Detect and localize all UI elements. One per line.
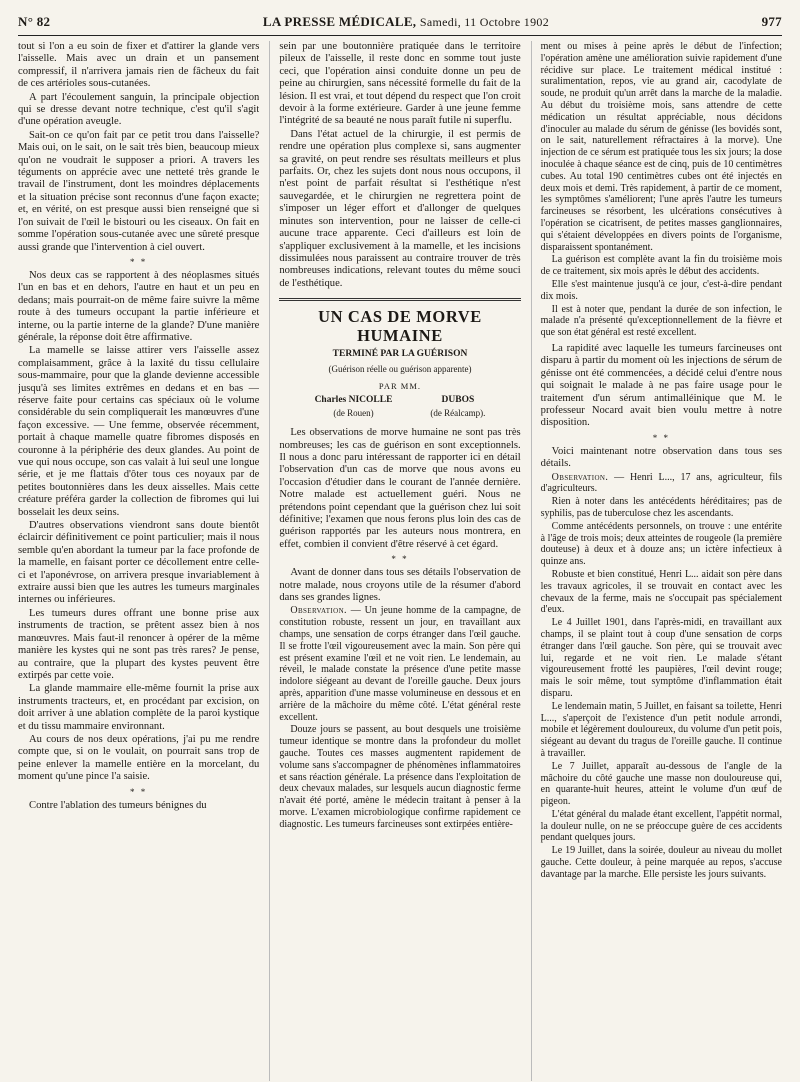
page-header — [18, 14, 782, 30]
page-number: 977 — [761, 14, 782, 29]
column-3 — [531, 41, 782, 1081]
paragraph: Rien à noter dans les antécédents héréditaires; pas de syphilis, pas de tuberculose chez les ascendants. — [540, 496, 782, 519]
observation-text: — Un jeune homme de la campagne, de constitution robuste, ressent un jour, en travaillant aux champs, une sensation de corps étranger dans l'œil gauche. Il se frotte l'œil vigoureusement avec la main. Son père qui est présent examine l'œil et ne voit rien. Le lendemain, au réveil, le malade constate la présence d'une petite masse indolore siégeant au devant de l'oreille gauche. Deux jours après, apparition d'une masse volumineuse en dessous et en arrière de la mâchoire du même côté. L'état général reste excellent. — [279, 605, 521, 723]
paragraph: Dans l'état actuel de la chirurgie, il est permis de rendre une opération plus complexe si, sans augmenter sa gravité, on peut rendre ses résultats meilleurs et plus parfaits. Or, chez les sujets dont nous nous occupons, il n'est point de parfait résultat si l'esthétique n'est sauvegardée, et le chirurgien ne regrettera point de s'imposer un léger effort et d'allonger de quelques minutes son intervention, pour ne laisser de celle-ci aucune trace apparente. Ceci d'ailleurs est loin de s'appliquer exclusivement à la mamelle, et les incisions dissimulées nous paraissent au contraire trouver de très nombreuses indications, relevant toutes du même souci de l'esthétique. — [279, 128, 521, 289]
paragraph: Le 4 Juillet 1901, dans l'après-midi, en travaillant aux champs, il se plaint tout à coup d'une sensation de corps étranger dans l'œil gauche. Son père, qui se trouvait avec lui, regarde et ne voit rien. Le malade s'étant vigoureusement frotté les paupières, l'œil devint rouge; mais le soir même, tout symptôme d'inflammation était disparu. — [540, 617, 782, 699]
article-rule — [279, 298, 520, 301]
author-location: (de Rouen) — [333, 407, 374, 418]
columns — [18, 41, 782, 1081]
paragraph: La mamelle se laisse attirer vers l'aisselle assez complaisamment, grâce à la laxité du tissu cellulaire sous-mammaire, pour que la glande devienne accessible jusqu'à ses limites extrêmes en dedans et en bas — réserve faite pour certains cas spéciaux où le volume considérable du sein compliquerait les manœuvres d'une façon excessive. — Une femme, observée récemment, portait à chaque mamelle quatre fibromes disposés en couronne à la périphérie des deux glandes. Au point de vue qui nous occupe, son cas valait à lui seul une longue série, et je me flattais d'ôter tous ces noyaux par de petites boutonnières dans les deux aisselles. Mais cette créature préféra garder la collection de fibromes qui lui bosselait les deux seins. — [18, 345, 260, 518]
paragraph: Au cours de nos deux opérations, j'ai pu me rendre compte que, si on le voulait, on pourrait sans trop de peine enlever la mamelle entière en la morcelant, du moment qu'une pince l'a saisie. — [18, 733, 260, 783]
paragraph: Les tumeurs dures offrant une bonne prise aux instruments de traction, se prêtent assez bien à nos manœuvres. Mais faut-il renoncer à opérer de la même manière les kystes qui ne sont pas très rares? Je pense, au contraire, que la plupart des kystes peuvent être extirpés par cette voie. — [18, 607, 260, 681]
paragraph: tout si l'on a eu soin de fixer et d'attirer la glande vers l'aisselle. Mais avec un drain et un pansement compressif, il n'arrivera jamais rien de fâcheux du fait de ces artérioles sous-cutanées. — [18, 41, 260, 90]
author — [430, 394, 485, 419]
observation-label: Observation. — [290, 605, 347, 617]
observation-detail — [541, 472, 782, 881]
paragraph: Il est à noter que, pendant la durée de son infection, le malade n'a présenté qu'exceptionnellement de la fièvre et que son état général est resté excellent. — [540, 303, 782, 339]
header-rule — [18, 35, 782, 36]
paragraph: D'autres observations viendront sans doute bientôt éclaircir définitivement ce point particulier; mais il nous semble qu'en abordant la tumeur par la face profonde de la mamelle, en faisant porter ce décollement entre celle-ci et l'aponévrose, on arrivera presque invariablement à extraire aussi bien que les autres les tumeurs marginales internes ou inférieures. — [18, 520, 260, 606]
observation-text: — Henri L..., 17 ans, agriculteur, fils d'agriculteurs. — [540, 471, 782, 495]
paragraph: Les observations de morve humaine ne sont pas très nombreuses; les cas de guérison en sont exceptionnels. Il nous a donc paru intéressant de rapporter ici en détail l'observation d'un cas de morve que nous avons eu l'occasion d'étudier dans le courant de l'année dernière. Notre malade est actuellement guéri. Nous ne prétendons point cependant que la guérison chez lui soit définitive; l'examen que nous ferons plus loin des cas de guérison rapportés par les auteurs nous montrera, en effet, combien il convient d'être réservé à cet égard. — [279, 427, 521, 550]
paragraph: Sait-on ce qu'on fait par ce petit trou dans l'aisselle? Mais oui, on le sait, on le sait très bien, beaucoup mieux qu'on ne voudrait le supposer a priori. A travers les téguments on apprécie avec une netteté très grande le travail de l'instrument, dont les moindres déplacements et la situation précise sont reconnus d'une façon exacte; et, en vérité, on est presque aussi bien renseigné que si l'on suivait de l'œil le bistouri ou les ciseaux. On fait en somme l'opération sous-cutanée avec une sûreté presque aussi grande que l'intervention à ciel ouvert. — [18, 129, 260, 253]
paragraph: sein par une boutonnière pratiquée dans le territoire pileux de l'aisselle, il reste donc en somme tout juste ceci, que l'opération ainsi conduite donne un peu de peine au chirurgien, sans nécessité formelle du fait de la lésion. Il est vrai, et tout dépend du respect que l'on croit devoir à la forme extérieure. Garder à une jeune femme l'intégrité de sa beauté ne nous paraît futile ni superflu. — [279, 41, 521, 127]
paragraph: Le 19 Juillet, dans la soirée, douleur au niveau du mollet gauche. Cette douleur, à peine marquée au repos, s'accuse davantage par la marche. Elle persiste les jours suivants. — [540, 845, 782, 880]
article-authors — [279, 394, 520, 419]
byline-prefix: PAR MM. — [378, 380, 422, 391]
issue-number: N° 82 — [18, 14, 51, 29]
paragraph: La rapidité avec laquelle les tumeurs farcineuses ont disparu à partir du moment où les injections de sérum de génisse ont été commencées, a décidé celui d'entre nous qui soignait le malade à ne pas faire usage pour le traitement d'un sérum antimalléinique que M. le professeur Nocard avait bien voulu mettre à notre disposition. — [540, 342, 782, 429]
article-subtitle-note: (Guérison réelle ou guérison apparente) — [328, 363, 472, 374]
paragraph: La glande mammaire elle-même fournit la prise aux instruments tracteurs, et, en procédant par excision, on doit arriver à une ablation complète de la paroi kystique et du tissu mammaire environnant. — [18, 683, 260, 732]
paragraph: A part l'écoulement sanguin, la principale objection qui se dresse devant notre technique, c'est qu'il s'agit d'une opération aveugle. — [18, 91, 260, 128]
observation-label: Observation. — [551, 471, 609, 483]
column-1 — [18, 41, 259, 1081]
observation-continued — [541, 41, 782, 339]
issue-date: Samedi, 11 Octobre 1902 — [419, 15, 550, 29]
paragraph: La guérison est complète avant la fin du troisième mois de ce traitement, six mois après le début des accidents. — [540, 254, 782, 278]
paragraph: Robuste et bien constitué, Henri L... aidait son père dans les travaux agricoles, il se trouvait en contact avec les chevaux de la ferme, mais ne s'occupait pas spécialement d'eux. — [540, 568, 782, 616]
section-separator: * * — [130, 256, 148, 267]
author-name: DUBOS — [441, 395, 475, 406]
paragraph — [279, 605, 520, 723]
author-location: (de Réalcamp). — [430, 407, 486, 418]
paragraph: ment ou mises à peine après le début de l'infection; l'opération amène une amélioration suivie rapidement d'une récidive sur place. Le traitement médical institué : suralimentation, repos, vie au grand air, cacodylate de soude, ne produit qu'un arrêt dans la marche de la maladie. Au début du troisième mois, sans attendre de cette médication un résultat appréciable, nous décidons d'inoculer au malade du sérum de génisse (les bovidés sont, on le sait, naturellement réfractaires à la morve). Une injection de ce sérum est pratiquée tous les six jours; la dose inoculée à chaque séance est de cinq, puis de 10 centimètres cubes. Au total 190 centimètres cubes ont été injectés en deux mois et demi. Très rapidement, à partir de ce moment, les symptômes s'améliorent; l'une après l'autre les tumeurs farcineuses se résorbent, les ulcérations consécutives à l'opération se cicatrisent, de petites masses ganglionnaires, qui s'étaient développées en divers points de l'organisme, disparaissent spontanément. — [540, 41, 782, 253]
journal-title-line — [263, 14, 549, 30]
paragraph: Nos deux cas se rapportent à des néoplasmes situés l'un en bas et en dehors, l'autre en haut et un peu en dedans; mais pourrait-on de même faire suivre la même route à des tumeurs occupant la partie inférieure et interne, ou la partie interne de la glande? D'une manière générale, la réponse doit être affirmative. — [18, 269, 260, 343]
paragraph: Le 7 Juillet, apparaît au-dessous de l'angle de la mâchoire du côté gauche une masse non douloureuse qui, en quarante-huit heures, atteint le volume d'un œuf de pigeon. — [540, 760, 782, 808]
paragraph — [541, 472, 782, 496]
column-2 — [269, 41, 520, 1081]
journal-title: LA PRESSE MÉDICALE, — [262, 14, 417, 29]
section-separator: * * — [130, 786, 148, 797]
paragraph: Contre l'ablation des tumeurs bénignes du — [29, 799, 207, 811]
paragraph: Voici maintenant notre observation dans tous ses détails. — [540, 445, 782, 470]
article-title: UN CAS DE MORVE HUMAINE — [318, 307, 482, 346]
author-name: Charles NICOLLE — [314, 395, 393, 406]
paragraph: Douze jours se passent, au bout desquels une troisième tumeur identique se montre dans la profondeur du mollet gauche. Toutes ces masses augmentent rapidement de volume sans s'accompagner de phénomènes inflammatoires et sans réaction générale. La présence dans l'exploitation de deux chevaux malades, sur lesquels aucun diagnostic ferme n'avait été porté, amène le médecin traitant à penser à la morve. L'examen microbiologique confirme rapidement ce diagnostic. Les tumeurs farcineuses sont extirpées entière- — [279, 724, 521, 830]
section-separator: * * — [391, 554, 409, 565]
paragraph: Avant de donner dans tous ses détails l'observation de notre malade, nous croyons utile de la résumer d'abord dans ses grandes lignes. — [279, 567, 521, 604]
author — [315, 394, 393, 419]
paragraph: L'état général du malade étant excellent, l'appétit normal, la douleur nulle, on ne se préoccupe guère de ces accidents pendant quelques jours. — [540, 808, 782, 844]
paragraph: Comme antécédents personnels, on trouve : une entérite à l'âge de trois mois; deux atteintes de rougeole (la première douteuse) à deux et à douze ans; un ictère infectieux à quinze ans. — [540, 520, 782, 568]
section-separator: * * — [652, 432, 670, 443]
paragraph: Le lendemain matin, 5 Juillet, en faisant sa toilette, Henri L..., s'aperçoit de l'existence d'un petit nodule arrondi, mobile et légèrement douloureux, du volume d'un petit pois, siégeant au devant du tragus de l'oreille gauche. Il continue à travailler. — [540, 700, 782, 759]
paragraph: Elle s'est maintenue jusqu'à ce jour, c'est-à-dire pendant dix mois. — [540, 278, 782, 302]
article-subtitle: TERMINÉ PAR LA GUÉRISON — [332, 349, 468, 360]
observation-summary — [279, 605, 520, 830]
